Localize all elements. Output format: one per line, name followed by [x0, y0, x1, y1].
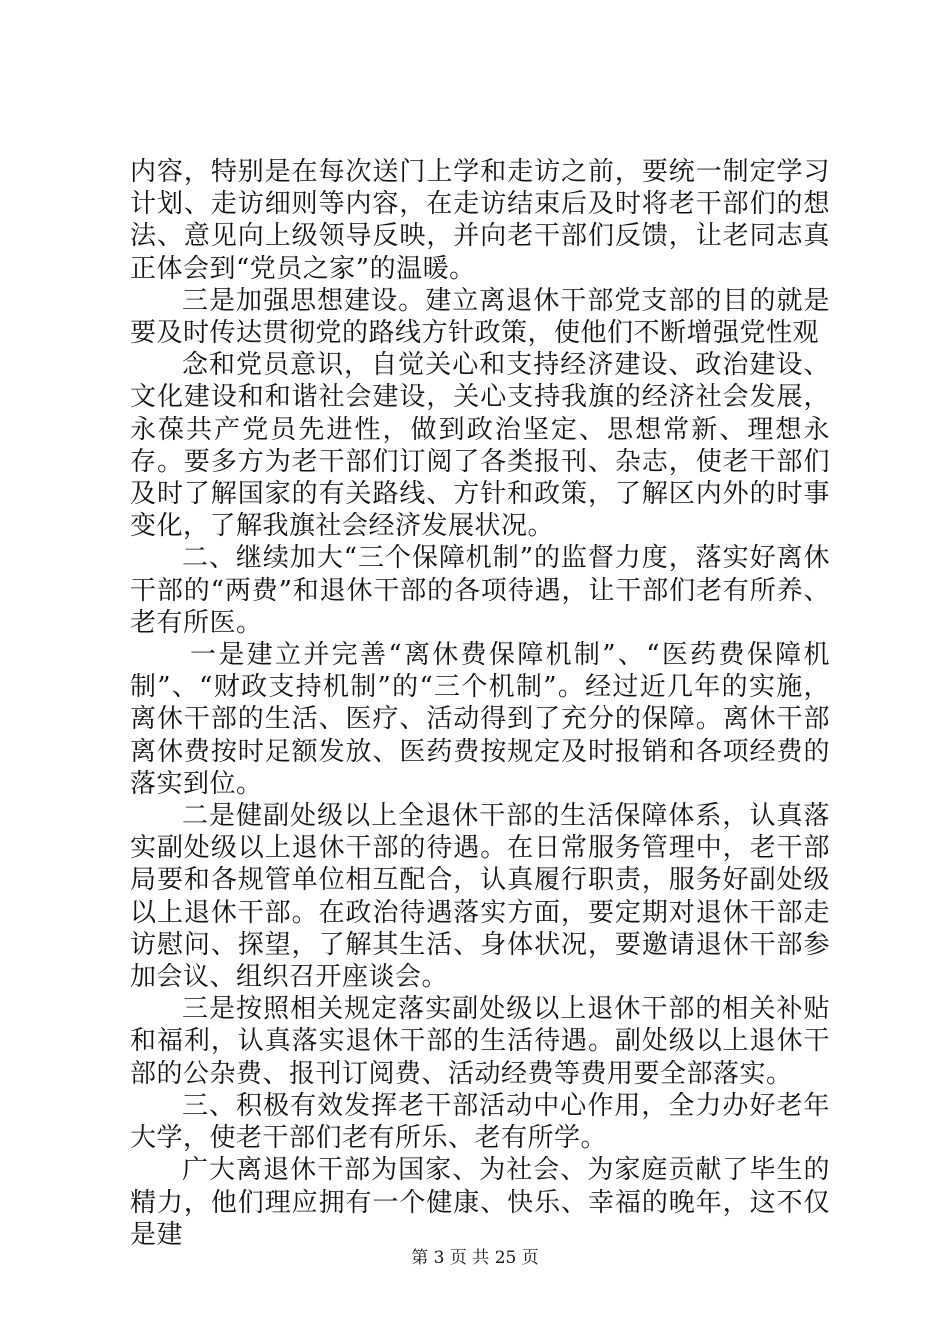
- paragraph-continued: 内容，特别是在每次送门上学和走访之前，要统一制定学习计划、走访细则等内容，在走访结束后及时将老干部们的想法、意见向上级领导反映，并向老干部们反馈，让老同志真正体会到“党员之家”的温暖。: [130, 157, 830, 284]
- paragraph-retirees-contribution: 广大离退休干部为国家、为社会、为家庭贡献了毕生的精力，他们理应拥有一个健康、快乐、幸福的晚年，这不仅是建: [130, 1155, 830, 1250]
- paragraph-section-three-heading: 三、积极有效发挥老干部活动中心作用，全力办好老年大学，使老干部们老有所乐、老有所学。: [130, 1090, 830, 1154]
- paragraph-party-awareness: 念和党员意识，自觉关心和支持经济建设、政治建设、文化建设和和谐社会建设，关心支持我旗的经济社会发展，永葆共产党员先进性，做到政治坚定、思想常新、理想永存。要多方为老干部们订阅了各类报刊、杂志，使老干部们及时了解国家的有关路线、方针和政策，了解区内外的时事变化，了解我旗社会经济发展状况。: [130, 350, 830, 542]
- page-number-footer: 第 3 页 共 25 页: [411, 1248, 539, 1268]
- document-body: [130, 156, 830, 1251]
- paragraph-retiree-security: 二是健副处级以上全退休干部的生活保障体系，认真落实副处级以上退休干部的待遇。在日常服务管理中，老干部局要和各规管单位相互配合，认真履行职责，服务好副处级以上退休干部。在政治待遇落实方面，要定期对退休干部走访慰问、探望，了解其生活、身体状况，要邀请退休干部参加会议、组织召开座谈会。: [130, 801, 830, 993]
- paragraph-three-mechanisms: 一是建立并完善“离休费保障机制”、“医药费保障机制”、“财政支持机制”的“三个机制”。经过近几年的实施，离休干部的生活、医疗、活动得到了充分的保障。离休干部离休费按时足额发放、医药费按规定及时报销和各项经费的落实到位。: [130, 640, 830, 799]
- paragraph-subsidies: 三是按照相关规定落实副处级以上退休干部的相关补贴和福利，认真落实退休干部的生活待遇。副处级以上退休干部的公杂费、报刊订阅费、活动经费等费用要全部落实。: [130, 994, 830, 1089]
- paragraph-section-two-heading: 二、继续加大“三个保障机制”的监督力度，落实好离休干部的“两费”和退休干部的各项待遇，让干部们老有所养、老有所医。: [130, 543, 830, 638]
- paragraph-ideological-building: 三是加强思想建设。建立离退休干部党支部的目的就是要及时传达贯彻党的路线方针政策，使他们不断增强党性观: [130, 285, 830, 349]
